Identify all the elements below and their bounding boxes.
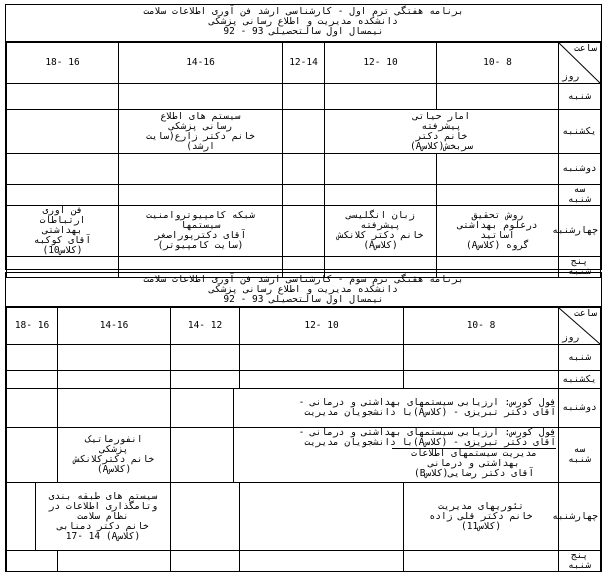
header-line-2: دانشکده مدیریت و اطلاع رسانی پزشکی (209, 284, 398, 295)
header-line-1: برنامه هفتگی ترم اول - کارشناسی ارشد فن آوری اطلاعات سلامت (143, 6, 464, 17)
day-tuesday: سه شنبه (559, 185, 601, 206)
class-cell: روش تحقیق درعلوم بهداشتی اساتید گروه (کلاسA) (437, 206, 559, 257)
class-cell: سیستم های اطلاع رسانی پزشکی خانم دکتر زارع(سایت ارشد) (119, 110, 283, 154)
schedule-table (6, 307, 601, 572)
schedule-table (6, 42, 601, 278)
day-saturday: شنبه (559, 345, 601, 371)
day-tuesday: سه شنبه (559, 428, 601, 483)
day-sunday: یکشنبه (559, 371, 601, 389)
time-header-14-16: 14-16 (119, 43, 283, 84)
time-header-8-10: 8 -10 (404, 308, 559, 345)
schedule-term-3 (5, 272, 602, 572)
time-header-10-12: 10 -12 (240, 308, 404, 345)
header-line-3: نیمسال اول سالتحصیلی 93 - 92 (223, 26, 384, 37)
day-sunday: یکشنبه (559, 110, 601, 154)
corner-time-label: ساعت (574, 308, 598, 319)
day-monday: دوشنبه (559, 154, 601, 185)
class-cell: فول کورس: ارزیابی سیستمهای بهداشتی و درمانی - آقای دکتر تبریزی - (کلاسA)با دانشجویان مدیریت (234, 389, 559, 428)
class-cell: فول کورس: ارزیابی سیستمهای بهداشتی و درمانی - آقای دکتر تبریزی - (کلاسA)با دانشجویان مدیریت مدیریت سیستمهای اطلاعات بهداشتی و درمانی آقای دکتر رضایی(کلاسB) (234, 428, 559, 483)
time-header-12-14: 12-14 (283, 43, 325, 84)
header-line-1: برنامه هفتگی ترم سوم - کارشناسی ارشد فن آوری اطلاعات سلامت (143, 274, 464, 285)
class-cell: امار حیاتی پیشرفته خانم دکتر سربخش(کلاسA) (325, 110, 559, 154)
time-header-12-14: 12 -14 (171, 308, 240, 345)
corner-header (559, 308, 601, 345)
class-cell: شبکه کامپیوتروامنیت سیستمها آقای دکترپوراصغر (سایت کامپیوتر) (119, 206, 283, 257)
schedule-header (6, 5, 601, 42)
day-wednesday: چهارشنبه (559, 206, 601, 257)
corner-time-label: ساعت (574, 43, 597, 54)
schedule-header (6, 273, 601, 307)
corner-day-label: روز (562, 332, 580, 343)
corner-day-label: روز (562, 71, 580, 82)
class-cell: سیستم های طبقه بندی وتامگذاری اطلاعات در نظام سلامت خانم دکتر دمنابی (کلاسA) 17- 14 (36, 483, 171, 551)
day-thursday: پنج شنبه (559, 257, 601, 278)
time-header-14-16: 14-16 (58, 308, 171, 345)
time-header-16-18: 16 -18 (7, 43, 119, 84)
day-wednesday: چهارشنبه (559, 483, 601, 551)
day-saturday: شنبه (559, 84, 601, 110)
class-cell: تئوریهای مدیریت خانم دکتر قلی زاده (کلاس11) (404, 483, 559, 551)
class-cell: زبان انگلیسی پیشرفته خانم دکتر کلانکش (کلاسA) (325, 206, 437, 257)
class-cell: فن اوری ارتباطات بهداشتی آقای کوکبه (کلاس10) (7, 206, 119, 257)
day-monday: دوشنبه (559, 389, 601, 428)
time-header-10-12: 10 -12 (325, 43, 437, 84)
class-cell: انفورماتیک پزشکی خانم دکترکلانکش (کلاسA) (58, 428, 171, 483)
time-header-8-10: 8 -10 (437, 43, 559, 84)
day-thursday: پنج شنبه (559, 551, 601, 572)
time-header-16-18: 16 -18 (7, 308, 58, 345)
header-line-3: نیمسال اول سالتحصیلی 93 - 92 (223, 294, 384, 305)
corner-header (559, 43, 601, 84)
header-line-2: دانشکده مدیریت و اطلاع رسانی پزشکی (209, 16, 398, 27)
schedule-term-1 (5, 4, 602, 277)
